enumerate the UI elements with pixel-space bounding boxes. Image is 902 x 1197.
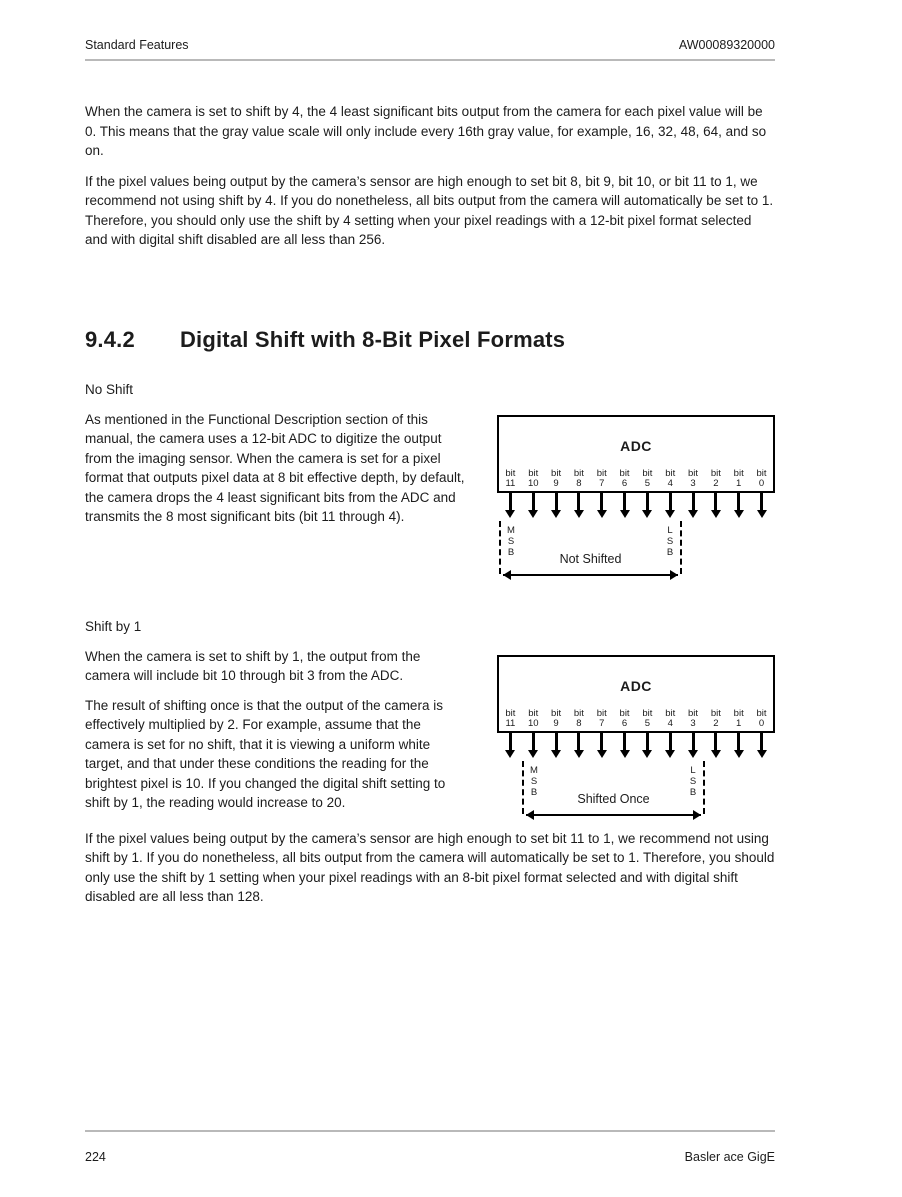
bit-label: bit 7 xyxy=(596,467,607,489)
msb-lsb-bracket xyxy=(499,521,773,579)
down-arrow-icon xyxy=(555,493,558,510)
down-arrow-icon xyxy=(760,733,763,750)
down-arrow-icon xyxy=(646,733,649,750)
adc-diagram-not-shifted xyxy=(497,415,775,579)
down-arrow-icon xyxy=(714,733,717,750)
shift-by-1-label: Shift by 1 xyxy=(85,618,142,634)
range-double-arrow-icon xyxy=(503,574,678,576)
down-arrow-icon xyxy=(737,733,740,750)
no-shift-label: No Shift xyxy=(85,381,134,397)
down-arrow-icon xyxy=(623,493,626,510)
down-arrow-icon xyxy=(760,493,763,510)
down-arrow-icon xyxy=(509,733,512,750)
down-arrow-icon xyxy=(646,493,649,510)
down-arrow-icon xyxy=(669,733,672,750)
adc-title: ADC xyxy=(620,677,652,694)
lsb-label: LSB xyxy=(689,764,697,798)
section-heading xyxy=(85,327,775,353)
bit-label-row xyxy=(499,469,773,490)
bit-label: bit 0 xyxy=(756,467,767,489)
bit-label: bit 5 xyxy=(642,467,653,489)
adc-box xyxy=(497,655,775,733)
bit-label: bit 9 xyxy=(551,707,562,729)
msb-lsb-bracket xyxy=(499,761,773,819)
down-arrow-icon xyxy=(532,493,535,510)
shift-by-1-paragraph-1: When the camera is set to shift by 1, the output from the camera will include bit 10 through bit 3 from the ADC. xyxy=(85,648,421,683)
lsb-label: LSB xyxy=(666,524,674,558)
down-arrow-icon xyxy=(600,493,603,510)
down-arrow-icon xyxy=(532,733,535,750)
msb-dashed-line xyxy=(499,521,501,574)
bit-label: bit 3 xyxy=(688,707,699,729)
down-arrow-icon xyxy=(600,733,603,750)
range-label: Shifted Once xyxy=(577,791,650,806)
no-shift-paragraph: As mentioned in the Functional Description section of this manual, the camera uses a 12-bit ADC to digitize the output from the imaging sensor. When the camera is set for a pixel format that outputs pixel data at 8 bit effective depth, by default, the camera drops the 4 least significant bits from the ADC and transmits the 8 most significant bits (bit 11 through 4). xyxy=(85,411,465,524)
down-arrow-icon xyxy=(737,493,740,510)
bit-label: bit 2 xyxy=(710,707,721,729)
adc-title: ADC xyxy=(620,437,652,454)
down-arrow-icon xyxy=(714,493,717,510)
header-document-code: AW00089320000 xyxy=(678,38,775,52)
footer-product-name: Basler ace GigE xyxy=(684,1150,775,1164)
bit-label: bit 0 xyxy=(756,707,767,729)
lsb-dashed-line xyxy=(703,761,705,814)
down-arrow-icon xyxy=(669,493,672,510)
no-shift-section xyxy=(85,410,775,579)
bit-label: bit 6 xyxy=(619,467,630,489)
bit-label: bit 1 xyxy=(733,467,744,489)
bit-label: bit 4 xyxy=(665,467,676,489)
range-label: Not Shifted xyxy=(559,551,622,566)
msb-label: MSB xyxy=(530,764,538,798)
bit-label: bit 11 xyxy=(505,707,516,729)
shift-by-1-paragraph-2: The result of shifting once is that the output of the camera is effectively multiplied by 2. For example, assume that the camera is set for no shift, that it is viewing a uniform white target, and that under these conditions the reading for the brightest pixel is 10. If you changed the digital shift setting to shift by 1, the reading would increase to 20. xyxy=(85,697,446,810)
bit-label: bit 1 xyxy=(733,707,744,729)
msb-dashed-line xyxy=(522,761,524,814)
adc-diagram-shifted-once xyxy=(497,655,775,819)
bit-label: bit 10 xyxy=(527,467,539,489)
bit-label: bit 8 xyxy=(573,467,584,489)
section-number: 9.4.2 xyxy=(85,326,135,352)
bit-label: bit 2 xyxy=(710,467,721,489)
page-header xyxy=(85,0,775,61)
intro-paragraph-2: If the pixel values being output by the camera’s sensor are high enough to set bit 8, bit 9, bit 10, or bit 11 to 1, we recommend not using shift by 4. If you do nonetheless, all bits output from the camera will automatically be set to 1. Therefore, you should only use the shift by 4 setting when your pixel readings with a 12-bit pixel format selected and with digital shift disabled are all less than 256. xyxy=(85,173,774,247)
bit-label-row xyxy=(499,709,773,730)
down-arrow-icon xyxy=(577,733,580,750)
down-arrow-icon xyxy=(623,733,626,750)
footer-page-number: 224 xyxy=(85,1150,106,1164)
bit-label: bit 11 xyxy=(505,467,516,489)
header-section-title: Standard Features xyxy=(85,38,189,52)
bit-label: bit 5 xyxy=(642,707,653,729)
range-double-arrow-icon xyxy=(526,814,701,816)
section-title: Digital Shift with 8-Bit Pixel Formats xyxy=(179,326,566,352)
bit-label: bit 7 xyxy=(596,707,607,729)
page-footer xyxy=(85,1130,775,1197)
lsb-dashed-line xyxy=(680,521,682,574)
bit-arrow-row xyxy=(499,733,773,759)
closing-paragraph: If the pixel values being output by the camera’s sensor are high enough to set bit 11 to 1, we recommend not using shift by 1. If you do nonetheless, all bits output from the camera will automatically be set to 1. Therefore, you should only use the shift by 1 setting when your pixel readings with an 8-bit pixel format selected and with digital shift disabled are all less than 128. xyxy=(85,830,775,904)
down-arrow-icon xyxy=(577,493,580,510)
adc-box xyxy=(497,415,775,493)
bit-label: bit 3 xyxy=(688,467,699,489)
footer-rule xyxy=(85,1130,775,1132)
intro-paragraph-1: When the camera is set to shift by 4, the 4 least significant bits output from the camera for each pixel value will be 0. This means that the gray value scale will only include every 16th gray value, for example, 16, 32, 48, 64, and so on. xyxy=(85,104,767,158)
bit-label: bit 9 xyxy=(551,467,562,489)
down-arrow-icon xyxy=(509,493,512,510)
bit-arrow-row xyxy=(499,493,773,519)
shift-by-1-section xyxy=(85,647,775,819)
down-arrow-icon xyxy=(692,733,695,750)
down-arrow-icon xyxy=(555,733,558,750)
down-arrow-icon xyxy=(692,493,695,510)
bit-label: bit 6 xyxy=(619,707,630,729)
bit-label: bit 10 xyxy=(527,707,539,729)
bit-label: bit 4 xyxy=(665,707,676,729)
msb-label: MSB xyxy=(507,524,515,558)
bit-label: bit 8 xyxy=(573,707,584,729)
